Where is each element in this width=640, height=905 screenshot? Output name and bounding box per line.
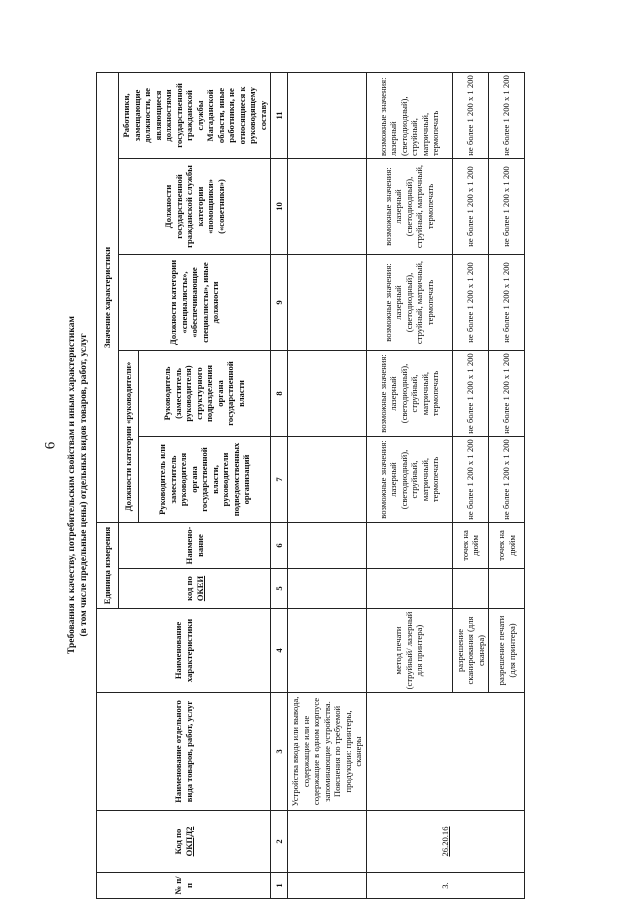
row-v8: возможные значения: лазерный (светодиодный), струйный, матричный, термопечать bbox=[366, 351, 452, 437]
header-col11: Работники, замещающие должности, не являющиеся должностями государственной гражданской службы Магаданской области, иные работники, не относящиеся к руководящему составу bbox=[119, 72, 271, 158]
header-name: Наименование отдельного вида товаров, работ, услуг bbox=[97, 693, 271, 811]
col-number: 9 bbox=[271, 255, 288, 351]
col-number: 1 bbox=[271, 873, 288, 899]
col-number: 10 bbox=[271, 159, 288, 255]
table-row bbox=[366, 72, 452, 898]
row-char: метод печати (струйный/ лазерный для принтера) bbox=[366, 609, 452, 693]
row-unit-name bbox=[366, 523, 452, 569]
row-v11: не более 1 200 x 1 200 bbox=[489, 72, 525, 158]
row-unit-name: точек на дюйм bbox=[452, 523, 489, 569]
col-number: 3 bbox=[271, 693, 288, 811]
row-v11: не более 1 200 x 1 200 bbox=[452, 72, 489, 158]
row-v7: не более 1 200 x 1 200 bbox=[489, 437, 525, 523]
requirements-table bbox=[96, 72, 525, 899]
row-char: разрешение печати (для принтера) bbox=[489, 609, 525, 693]
title-line-1: Требования к качеству, потребительским свойствам и иным характеристикам bbox=[67, 316, 77, 654]
col-number: 6 bbox=[271, 523, 288, 569]
row-v7: возможные значения: лазерный (светодиодный), струйный, матричный, термопечать bbox=[366, 437, 452, 523]
col-number: 8 bbox=[271, 351, 288, 437]
row-v8: не более 1 200 x 1 200 bbox=[489, 351, 525, 437]
row-v7: не более 1 200 x 1 200 bbox=[452, 437, 489, 523]
header-unit: Единица измерения bbox=[97, 523, 119, 609]
col-number: 11 bbox=[271, 72, 288, 158]
row-v10: возможные значения: лазерный (светодиодный), струйный, матричный, термопечать bbox=[366, 159, 452, 255]
table-title bbox=[66, 65, 90, 905]
group-row bbox=[288, 72, 367, 898]
header-unit-name: Наимено-вание bbox=[119, 523, 271, 569]
row-v11: возможные значения: лазерный (светодиодный), струйный, матричный, термопечать bbox=[366, 72, 452, 158]
header-managers: Должности категории «руководители» bbox=[119, 351, 139, 523]
column-numbers-row bbox=[271, 72, 288, 898]
row-okpd: 26.20.16 bbox=[366, 811, 525, 873]
header-col8: Руководитель (заместитель руководителя) структурного подразделения органа государственной власти bbox=[138, 351, 270, 437]
header-char-name: Наименование характеристики bbox=[97, 609, 271, 693]
header-values: Значение характеристики bbox=[97, 72, 119, 522]
header-col10: Должности государственной гражданской службы категории «помощники» («советники») bbox=[119, 159, 271, 255]
row-v10: не более 1 200 x 1 200 bbox=[489, 159, 525, 255]
row-v9: возможные значения: лазерный (светодиодный), струйный, матричный, термопечать bbox=[366, 255, 452, 351]
rotated-document-sheet bbox=[60, 25, 590, 905]
col-number: 2 bbox=[271, 811, 288, 873]
header-okpd: Код по ОКПД2 bbox=[97, 811, 271, 873]
row-char: разрешение сканирования (для сканера) bbox=[452, 609, 489, 693]
row-no: 3. bbox=[366, 873, 525, 899]
col-number: 7 bbox=[271, 437, 288, 523]
header-no: № п/п bbox=[97, 873, 271, 899]
header-unit-code: код по ОКЕИ bbox=[119, 569, 271, 609]
col-number: 5 bbox=[271, 569, 288, 609]
header-col7: Руководитель или заместитель руководителя органа государственной власти, руководители подведомственных организаций bbox=[138, 437, 270, 523]
header-col9: Должности категории «специалисты», «обеспечивающие специалисты», иные должности bbox=[119, 255, 271, 351]
row-v9: не более 1 200 x 1 200 bbox=[489, 255, 525, 351]
row-unit-name: точек на дюйм bbox=[489, 523, 525, 569]
title-line-2: (в том числе предельные цены) отдельных видов товаров, работ, услуг bbox=[79, 333, 89, 637]
row-v10: не более 1 200 x 1 200 bbox=[452, 159, 489, 255]
row-v8: не более 1 200 x 1 200 bbox=[452, 351, 489, 437]
group-name: Устройства ввода или вывода, содержащие или не содержащие в одном корпусе запоминающие устройства. Пояснения по требуемой продукции: принтеры, сканеры bbox=[288, 693, 367, 811]
page-number: 6 bbox=[42, 441, 59, 450]
col-number: 4 bbox=[271, 609, 288, 693]
row-v9: не более 1 200 x 1 200 bbox=[452, 255, 489, 351]
